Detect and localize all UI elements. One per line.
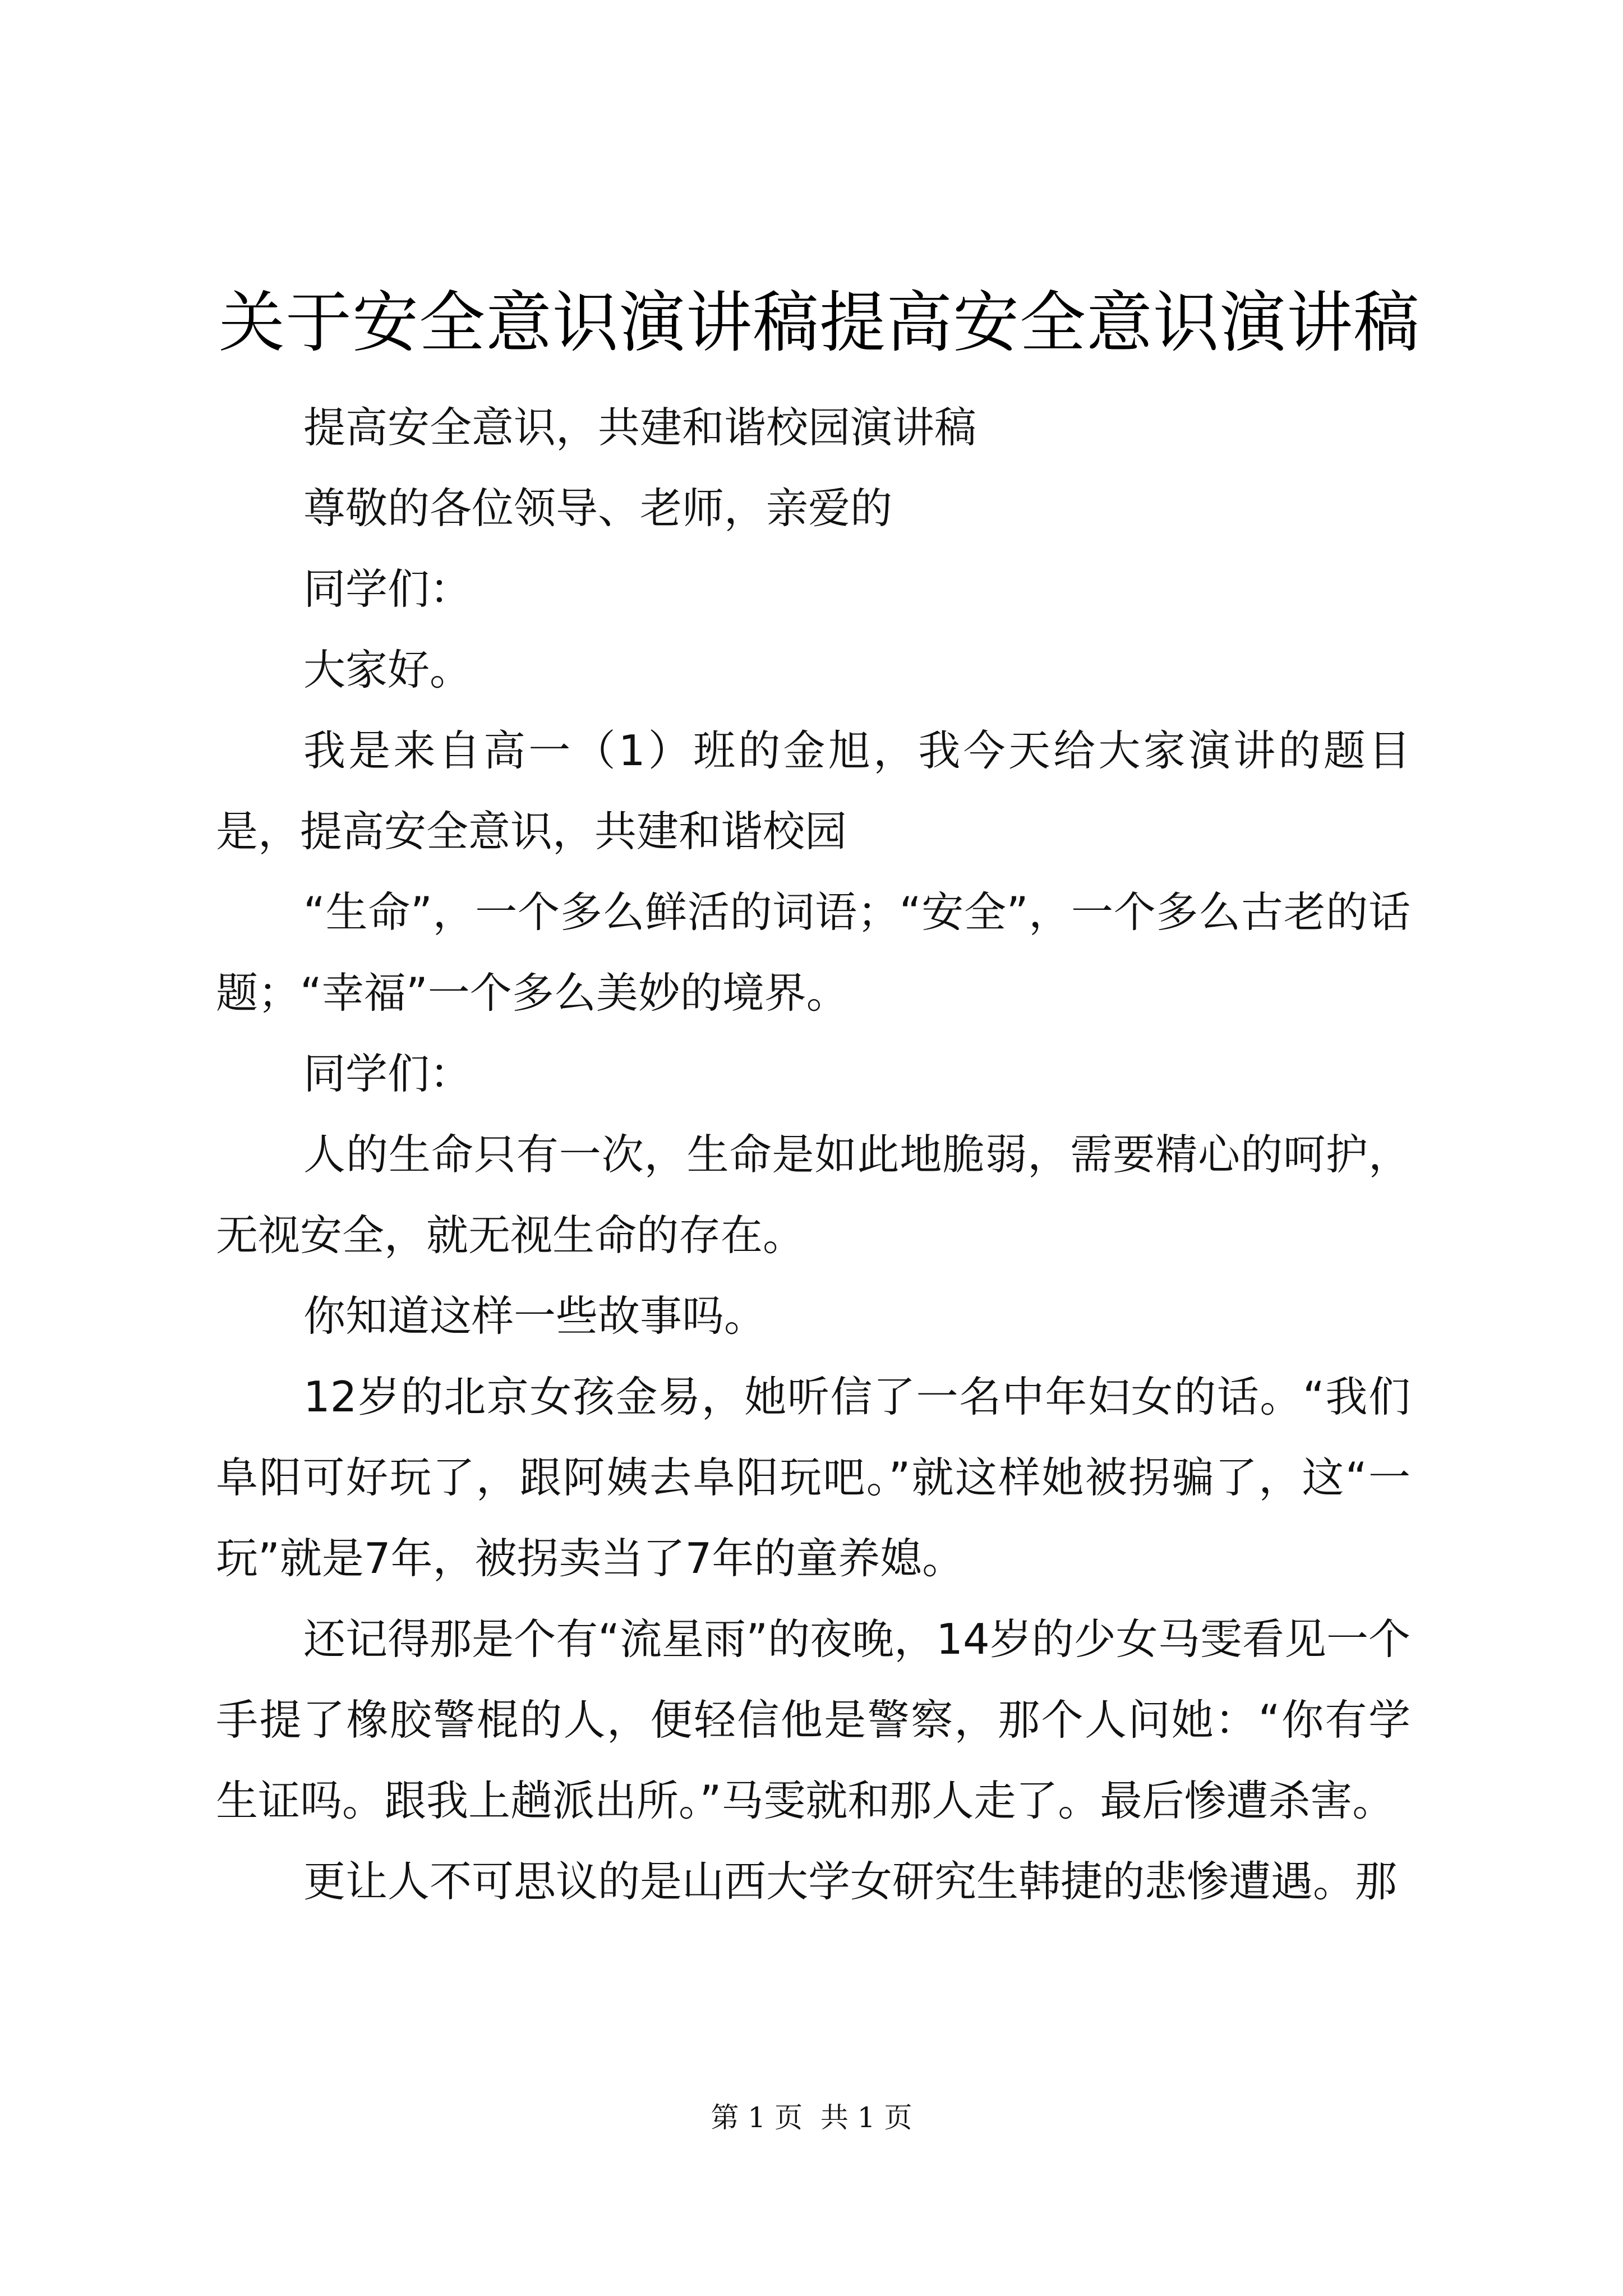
paragraph: 更让人不可思议的是山西大学女研究生韩捷的悲惨遭遇。那 <box>303 1857 1398 1906</box>
paragraph: 提高安全意识，共建和谐校园演讲稿 <box>303 403 977 452</box>
paragraph: 12岁的北京女孩金易，她听信了一名中年妇女的话。“我们阜阳可好玩了，跟阿姨去阜阳玩吧。”就这样她被拐骗了，这“一玩”就是7年，被拐卖当了7年的童养媳。 <box>216 1372 1410 1583</box>
paragraph: 尊敬的各位领导、老师，亲爱的 <box>303 484 893 533</box>
paragraph: 人的生命只有一次，生命是如此地脆弱，需要精心的呵护，无视安全，就无视生命的存在。 <box>216 1130 1410 1260</box>
page-footer: 第 1 页 共 1 页 <box>711 2101 912 2134</box>
paragraph: 我是来自高一（1）班的金旭，我今天给大家演讲的题目是，提高安全意识，共建和谐校园 <box>216 726 1410 856</box>
paragraph: 同学们： <box>303 564 472 614</box>
paragraph: 你知道这样一些故事吗。 <box>303 1291 767 1341</box>
document-title: 关于安全意识演讲稿提高安全意识演讲稿 <box>219 284 1421 361</box>
paragraph: 还记得那是个有“流星雨”的夜晚，14岁的少女马雯看见一个手提了橡胶警棍的人，便轻信他是警察，那个人问她：“你有学生证吗。跟我上趟派出所。”马雯就和那人走了。最后惨遭杀害。 <box>216 1614 1410 1825</box>
paragraph: “生命”，一个多么鲜活的词语；“安全”，一个多么古老的话题；“幸福”一个多么美妙的境界。 <box>216 887 1410 1018</box>
document-body <box>216 387 1410 1922</box>
paragraph: 同学们： <box>303 1049 472 1098</box>
paragraph: 大家好。 <box>303 645 472 694</box>
